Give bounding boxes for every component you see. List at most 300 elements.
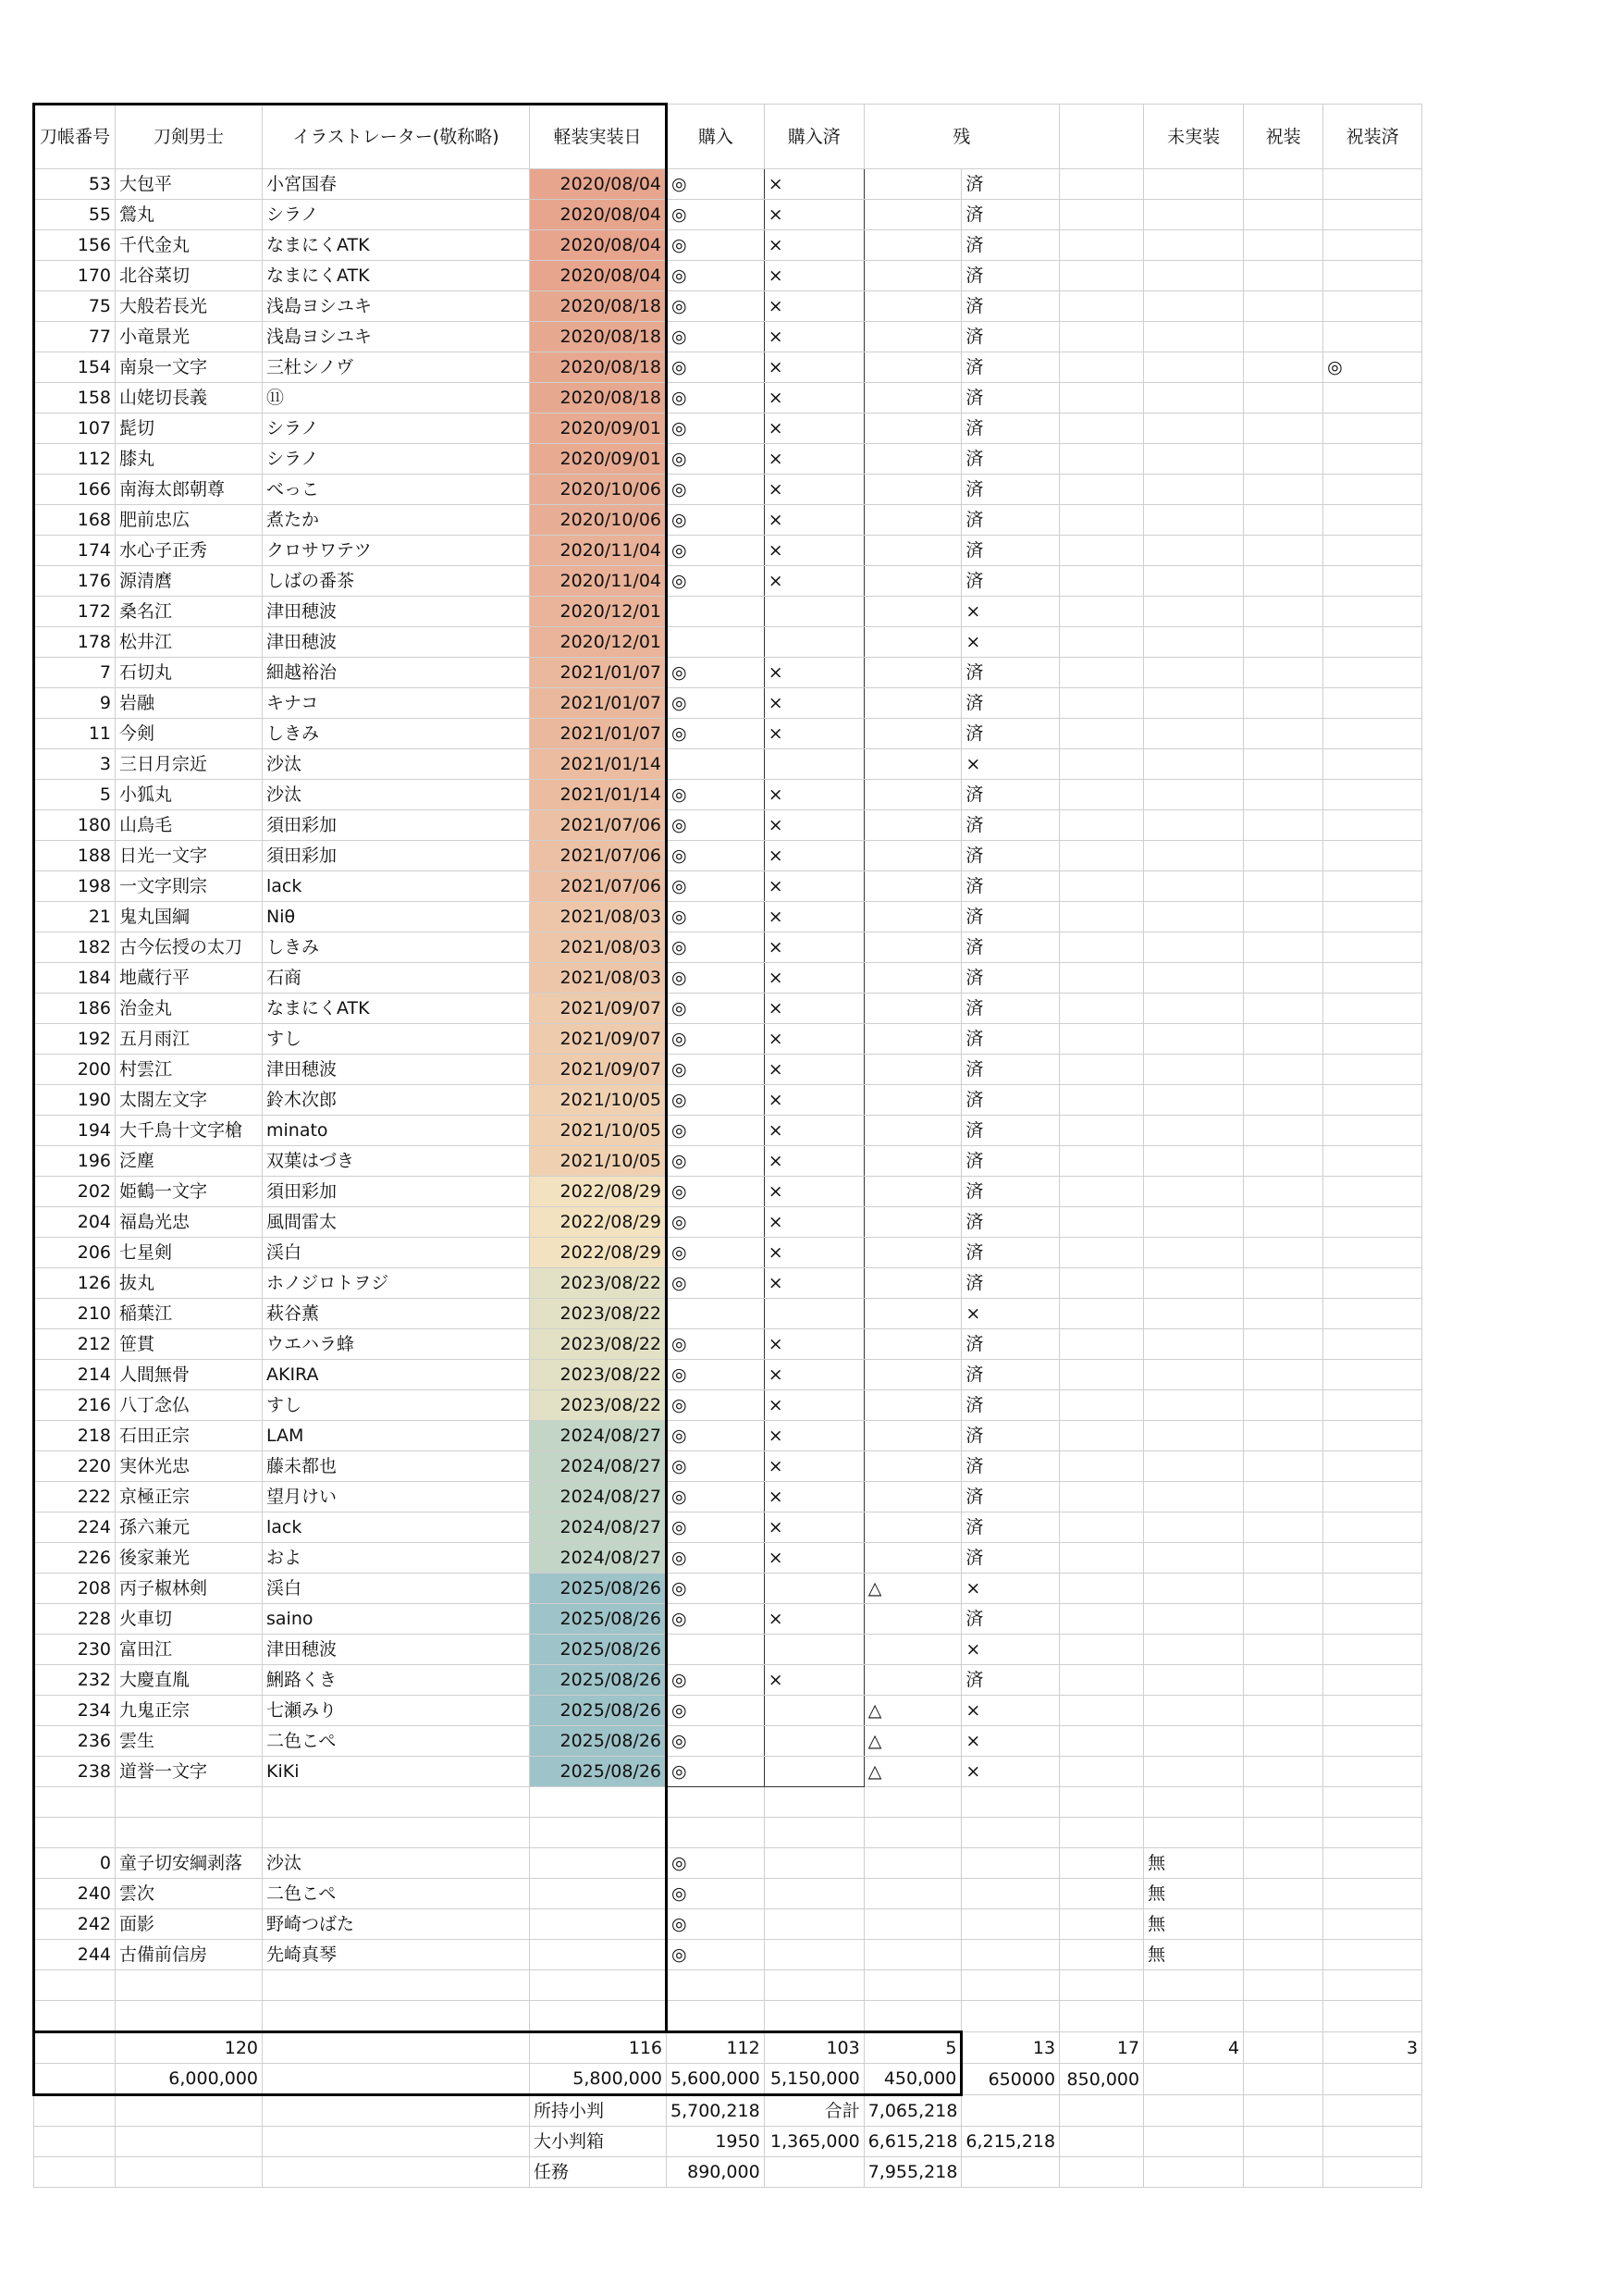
buy-mark: ◎ [667, 1482, 765, 1512]
illustrator: 二色こぺ [263, 1879, 530, 1909]
table-row [34, 1512, 1422, 1543]
illustrator: 風間雷太 [263, 1207, 530, 1238]
celebration-mark [1244, 1512, 1323, 1543]
remaining-mark [864, 1024, 962, 1055]
buy-mark: ◎ [667, 169, 765, 200]
celebration-done-mark [1323, 536, 1422, 566]
celebration-done-mark [1323, 871, 1422, 902]
illustrator: 煮たか [263, 505, 530, 536]
blank [263, 2064, 530, 2095]
release-date: 2020/10/06 [530, 475, 667, 505]
summary-value-4: 6,215,218 [962, 2127, 1060, 2157]
blank-cell [1060, 780, 1144, 810]
cost-col9: 850,000 [1060, 2064, 1144, 2095]
sword-number: 75 [34, 291, 116, 322]
table-row [34, 1024, 1422, 1055]
celebration-mark [1244, 627, 1323, 658]
remaining-mark [864, 322, 962, 352]
buy-mark [667, 1787, 765, 1818]
buy-mark: ◎ [667, 200, 765, 230]
blank-cell [1060, 1238, 1144, 1268]
sword-name: 山鳥毛 [116, 810, 263, 841]
celebration-done-mark [1323, 597, 1422, 627]
unreleased-mark [1144, 658, 1244, 688]
status-mark: 済 [962, 1360, 1060, 1390]
table-row [34, 1268, 1422, 1299]
table-row [34, 1085, 1422, 1116]
celebration-mark [1244, 1757, 1323, 1787]
sword-name: 地蔵行平 [116, 963, 263, 994]
celebration-done-mark [1323, 505, 1422, 536]
bought-mark: × [764, 1360, 864, 1390]
unreleased-mark [1144, 1268, 1244, 1299]
celebration-mark [1244, 932, 1323, 963]
bought-mark: × [764, 871, 864, 902]
release-date: 2022/08/29 [530, 1238, 667, 1268]
buy-mark [667, 1818, 765, 1848]
buy-mark: ◎ [667, 841, 765, 871]
buy-mark: ◎ [667, 1451, 765, 1482]
remaining-mark: △ [864, 1696, 962, 1726]
count-dates: 116 [530, 2032, 667, 2064]
remaining-mark [864, 1482, 962, 1512]
celebration-mark [1244, 1848, 1323, 1879]
sword-name: 福島光忠 [116, 1207, 263, 1238]
celebration-mark [1244, 1055, 1323, 1085]
table-row [34, 627, 1422, 658]
bought-mark: × [764, 994, 864, 1024]
table-row [34, 1146, 1422, 1177]
illustrator: minato [263, 1116, 530, 1146]
buy-mark: ◎ [667, 1696, 765, 1726]
blank [1244, 2064, 1323, 2095]
status-mark: 済 [962, 1451, 1060, 1482]
celebration-done-mark [1323, 1635, 1422, 1665]
release-date: 2025/08/26 [530, 1604, 667, 1635]
sword-number: 188 [34, 841, 116, 871]
bought-mark [764, 1574, 864, 1604]
celebration-mark [1244, 1696, 1323, 1726]
remaining-mark [864, 169, 962, 200]
celebration-mark [1244, 291, 1323, 322]
buy-mark: ◎ [667, 1543, 765, 1574]
table-row [34, 383, 1422, 414]
sword-number: 226 [34, 1543, 116, 1574]
unreleased-mark [1144, 1696, 1244, 1726]
status-mark: 済 [962, 963, 1060, 994]
illustrator: 七瀬みり [263, 1696, 530, 1726]
sword-name [116, 2001, 263, 2032]
remaining-mark [864, 1055, 962, 1085]
celebration-mark [1244, 1207, 1323, 1238]
celebration-mark [1244, 994, 1323, 1024]
release-date: 2025/08/26 [530, 1665, 667, 1696]
sword-name: 大般若長光 [116, 291, 263, 322]
unreleased-mark [1144, 1787, 1244, 1818]
table-row [34, 1970, 1422, 2001]
release-date [530, 1787, 667, 1818]
sword-name: 北谷菜切 [116, 261, 263, 291]
blank-cell [1060, 719, 1144, 749]
sword-number: 0 [34, 1848, 116, 1879]
remaining-mark [864, 261, 962, 291]
remaining-mark [864, 627, 962, 658]
cost-dates: 5,800,000 [530, 2064, 667, 2095]
remaining-mark [864, 291, 962, 322]
sword-name: 三日月宗近 [116, 749, 263, 780]
buy-mark: ◎ [667, 1940, 765, 1970]
cost-bought: 5,150,000 [764, 2064, 864, 2095]
celebration-done-mark [1323, 444, 1422, 475]
sword-number: 7 [34, 658, 116, 688]
table-row [34, 1482, 1422, 1512]
illustrator: なまにくATK [263, 261, 530, 291]
buy-mark: ◎ [667, 1879, 765, 1909]
header-sword-number: 刀帳番号 [34, 105, 116, 169]
header-buy: 購入 [667, 105, 765, 169]
header-sword-name: 刀剣男士 [116, 105, 263, 169]
sword-number: 222 [34, 1482, 116, 1512]
unreleased-mark [1144, 871, 1244, 902]
sword-number: 240 [34, 1879, 116, 1909]
summary-value-4 [962, 2157, 1060, 2188]
remaining-mark [864, 414, 962, 444]
sword-name: 大包平 [116, 169, 263, 200]
status-mark: 済 [962, 1146, 1060, 1177]
sword-name: 松井江 [116, 627, 263, 658]
remaining-mark: △ [864, 1726, 962, 1757]
illustrator: キナコ [263, 688, 530, 719]
bought-mark: × [764, 1665, 864, 1696]
unreleased-mark [1144, 902, 1244, 932]
bought-mark: × [764, 230, 864, 261]
celebration-done-mark: ◎ [1323, 352, 1422, 383]
celebration-done-mark [1323, 719, 1422, 749]
blank [1323, 2157, 1422, 2188]
celebration-done-mark [1323, 169, 1422, 200]
table-row [34, 322, 1422, 352]
illustrator: Niθ [263, 902, 530, 932]
bought-mark [764, 1879, 864, 1909]
buy-mark: ◎ [667, 963, 765, 994]
unreleased-mark [1144, 1635, 1244, 1665]
sword-number: 194 [34, 1116, 116, 1146]
celebration-mark [1244, 1726, 1323, 1757]
sword-number: 55 [34, 200, 116, 230]
buy-mark: ◎ [667, 1177, 765, 1207]
illustrator: なまにくATK [263, 994, 530, 1024]
status-mark: 済 [962, 414, 1060, 444]
table-row [34, 1604, 1422, 1635]
remaining-mark [864, 566, 962, 597]
celebration-done-mark [1323, 1238, 1422, 1268]
blank-cell [1060, 444, 1144, 475]
illustrator: 津田穂波 [263, 1635, 530, 1665]
table-row [34, 1635, 1422, 1665]
celebration-mark [1244, 1421, 1323, 1451]
sword-name: 京極正宗 [116, 1482, 263, 1512]
table-row [34, 230, 1422, 261]
bought-mark: × [764, 1512, 864, 1543]
illustrator: 鈴木次郎 [263, 1085, 530, 1116]
illustrator: 藤未都也 [263, 1451, 530, 1482]
sword-number: 200 [34, 1055, 116, 1085]
celebration-done-mark [1323, 1879, 1422, 1909]
table-row [34, 1177, 1422, 1207]
table-row [34, 1238, 1422, 1268]
status-mark: × [962, 1696, 1060, 1726]
status-mark: 済 [962, 688, 1060, 719]
celebration-mark [1244, 475, 1323, 505]
celebration-mark [1244, 902, 1323, 932]
sword-name: 抜丸 [116, 1268, 263, 1299]
blank-cell [1060, 627, 1144, 658]
illustrator: しきみ [263, 719, 530, 749]
sword-number: 214 [34, 1360, 116, 1390]
header-illustrator: イラストレーター(敬称略) [263, 105, 530, 169]
sword-number: 242 [34, 1909, 116, 1940]
sword-number: 208 [34, 1574, 116, 1604]
header-row [34, 105, 1422, 169]
celebration-done-mark [1323, 902, 1422, 932]
summary-value-2: 1,365,000 [764, 2127, 864, 2157]
release-date: 2020/10/06 [530, 505, 667, 536]
blank-cell [1060, 1787, 1144, 1818]
totals-label [34, 2032, 116, 2064]
header-remaining: 残 [864, 105, 1059, 169]
unreleased-mark [1144, 1177, 1244, 1207]
celebration-mark [1244, 1635, 1323, 1665]
release-date: 2020/08/18 [530, 383, 667, 414]
illustrator: 双葉はづき [263, 1146, 530, 1177]
bought-mark: × [764, 902, 864, 932]
release-date: 2020/08/04 [530, 169, 667, 200]
sword-number: 212 [34, 1329, 116, 1360]
sword-number: 178 [34, 627, 116, 658]
bought-mark: × [764, 1421, 864, 1451]
illustrator: 渓白 [263, 1238, 530, 1268]
sword-name: 五月雨江 [116, 1024, 263, 1055]
bought-mark: × [764, 1238, 864, 1268]
remaining-mark [864, 810, 962, 841]
buy-mark: ◎ [667, 1360, 765, 1390]
summary-row [34, 2157, 1422, 2188]
status-mark: 済 [962, 1329, 1060, 1360]
blank-cell [1060, 1207, 1144, 1238]
status-mark: × [962, 749, 1060, 780]
table-row [34, 597, 1422, 627]
release-date: 2021/01/07 [530, 658, 667, 688]
remaining-mark [864, 994, 962, 1024]
remaining-mark [864, 658, 962, 688]
remaining-mark [864, 841, 962, 871]
remaining-mark [864, 1207, 962, 1238]
blank [263, 2095, 530, 2127]
blank-cell [1060, 566, 1144, 597]
illustrator: 沙汰 [263, 780, 530, 810]
status-mark: 済 [962, 1116, 1060, 1146]
unreleased-mark [1144, 627, 1244, 658]
celebration-done-mark [1323, 1543, 1422, 1574]
status-mark: 済 [962, 1482, 1060, 1512]
blank-cell [1060, 841, 1144, 871]
remaining-mark [864, 1665, 962, 1696]
bought-mark [764, 1818, 864, 1848]
buy-mark: ◎ [667, 1055, 765, 1085]
table-row [34, 841, 1422, 871]
illustrator: 沙汰 [263, 749, 530, 780]
remaining-mark [864, 1970, 962, 2001]
illustrator: KiKi [263, 1757, 530, 1787]
release-date: 2021/08/03 [530, 963, 667, 994]
totals-row [34, 2064, 1422, 2095]
blank-cell [1060, 1635, 1144, 1665]
buy-mark: ◎ [667, 719, 765, 749]
blank-cell [1060, 1909, 1144, 1940]
sword-number: 5 [34, 780, 116, 810]
buy-mark: ◎ [667, 291, 765, 322]
celebration-done-mark [1323, 749, 1422, 780]
celebration-mark [1244, 414, 1323, 444]
table-row [34, 932, 1422, 963]
release-date: 2020/11/04 [530, 566, 667, 597]
table-row [34, 1726, 1422, 1757]
unreleased-mark [1144, 719, 1244, 749]
table-row [34, 1543, 1422, 1574]
table-row [34, 1299, 1422, 1329]
blank [1244, 2157, 1323, 2188]
remaining-mark [864, 383, 962, 414]
header-release-date: 軽装実装日 [530, 105, 667, 169]
unreleased-mark [1144, 1726, 1244, 1757]
sword-number [34, 2001, 116, 2032]
blank-cell [1060, 475, 1144, 505]
unreleased-mark [1144, 810, 1244, 841]
sword-number: 186 [34, 994, 116, 1024]
buy-mark: ◎ [667, 1207, 765, 1238]
buy-mark: ◎ [667, 383, 765, 414]
count-remaining: 5 [864, 2032, 962, 2064]
blank-cell [1060, 932, 1144, 963]
sword-number: 11 [34, 719, 116, 749]
release-date: 2024/08/27 [530, 1512, 667, 1543]
bought-mark: × [764, 1207, 864, 1238]
sword-number: 234 [34, 1696, 116, 1726]
celebration-mark [1244, 658, 1323, 688]
blank [1323, 2095, 1422, 2127]
celebration-mark [1244, 200, 1323, 230]
remaining-mark [864, 749, 962, 780]
celebration-mark [1244, 1787, 1323, 1818]
bought-mark: × [764, 688, 864, 719]
unreleased-mark [1144, 1543, 1244, 1574]
celebration-done-mark [1323, 1177, 1422, 1207]
sheet-body [34, 105, 1422, 2188]
status-mark: 済 [962, 505, 1060, 536]
blank-cell [1060, 1970, 1144, 2001]
status-mark: 済 [962, 1207, 1060, 1238]
illustrator: LAM [263, 1421, 530, 1451]
buy-mark: ◎ [667, 1238, 765, 1268]
unreleased-mark [1144, 383, 1244, 414]
release-date: 2025/08/26 [530, 1696, 667, 1726]
blank-cell [1060, 994, 1144, 1024]
sword-number: 156 [34, 230, 116, 261]
release-date: 2020/12/01 [530, 597, 667, 627]
table-row [34, 688, 1422, 719]
illustrator: クロサワテツ [263, 536, 530, 566]
release-date: 2021/10/05 [530, 1085, 667, 1116]
table-row [34, 2001, 1422, 2032]
unreleased-mark [1144, 352, 1244, 383]
buy-mark: ◎ [667, 1574, 765, 1604]
release-date: 2021/09/07 [530, 1055, 667, 1085]
summary-value-1: 890,000 [667, 2157, 765, 2188]
status-mark: 済 [962, 1512, 1060, 1543]
status-mark: 済 [962, 352, 1060, 383]
header-unreleased: 未実装 [1144, 105, 1244, 169]
blank-cell [1060, 1879, 1144, 1909]
unreleased-mark [1144, 749, 1244, 780]
celebration-done-mark [1323, 841, 1422, 871]
unreleased-mark [1144, 505, 1244, 536]
cost-status: 650000 [962, 2064, 1060, 2095]
buy-mark: ◎ [667, 1390, 765, 1421]
release-date: 2021/10/05 [530, 1146, 667, 1177]
summary-label: 大小判箱 [530, 2127, 667, 2157]
blank-cell [1060, 810, 1144, 841]
bought-mark: × [764, 322, 864, 352]
release-date: 2021/08/03 [530, 902, 667, 932]
illustrator: 萩谷薫 [263, 1299, 530, 1329]
blank [34, 2157, 116, 2188]
buy-mark: ◎ [667, 1665, 765, 1696]
celebration-done-mark [1323, 1940, 1422, 1970]
blank-cell [1060, 1757, 1144, 1787]
unreleased-mark [1144, 1146, 1244, 1177]
bought-mark [764, 1848, 864, 1879]
unreleased-mark [1144, 200, 1244, 230]
release-date: 2025/08/26 [530, 1574, 667, 1604]
blank [1144, 2127, 1244, 2157]
unreleased-mark [1144, 475, 1244, 505]
blank-cell [1060, 2001, 1144, 2032]
bought-mark: × [764, 261, 864, 291]
buy-mark: ◎ [667, 322, 765, 352]
celebration-done-mark [1323, 1574, 1422, 1604]
release-date: 2025/08/26 [530, 1757, 667, 1787]
sword-name: 源清麿 [116, 566, 263, 597]
status-mark: 済 [962, 1543, 1060, 1574]
table-row [34, 536, 1422, 566]
celebration-done-mark [1323, 810, 1422, 841]
unreleased-mark [1144, 963, 1244, 994]
blank-cell [1060, 1177, 1144, 1207]
bought-mark: × [764, 566, 864, 597]
table-row [34, 1787, 1422, 1818]
blank [116, 2095, 263, 2127]
celebration-mark [1244, 2001, 1323, 2032]
status-mark: × [962, 1757, 1060, 1787]
status-mark: 済 [962, 994, 1060, 1024]
bought-mark [764, 1299, 864, 1329]
unreleased-mark [1144, 597, 1244, 627]
sword-name: 治金丸 [116, 994, 263, 1024]
blank [34, 2127, 116, 2157]
blank-cell [1060, 658, 1144, 688]
celebration-mark [1244, 1299, 1323, 1329]
celebration-done-mark [1323, 1757, 1422, 1787]
